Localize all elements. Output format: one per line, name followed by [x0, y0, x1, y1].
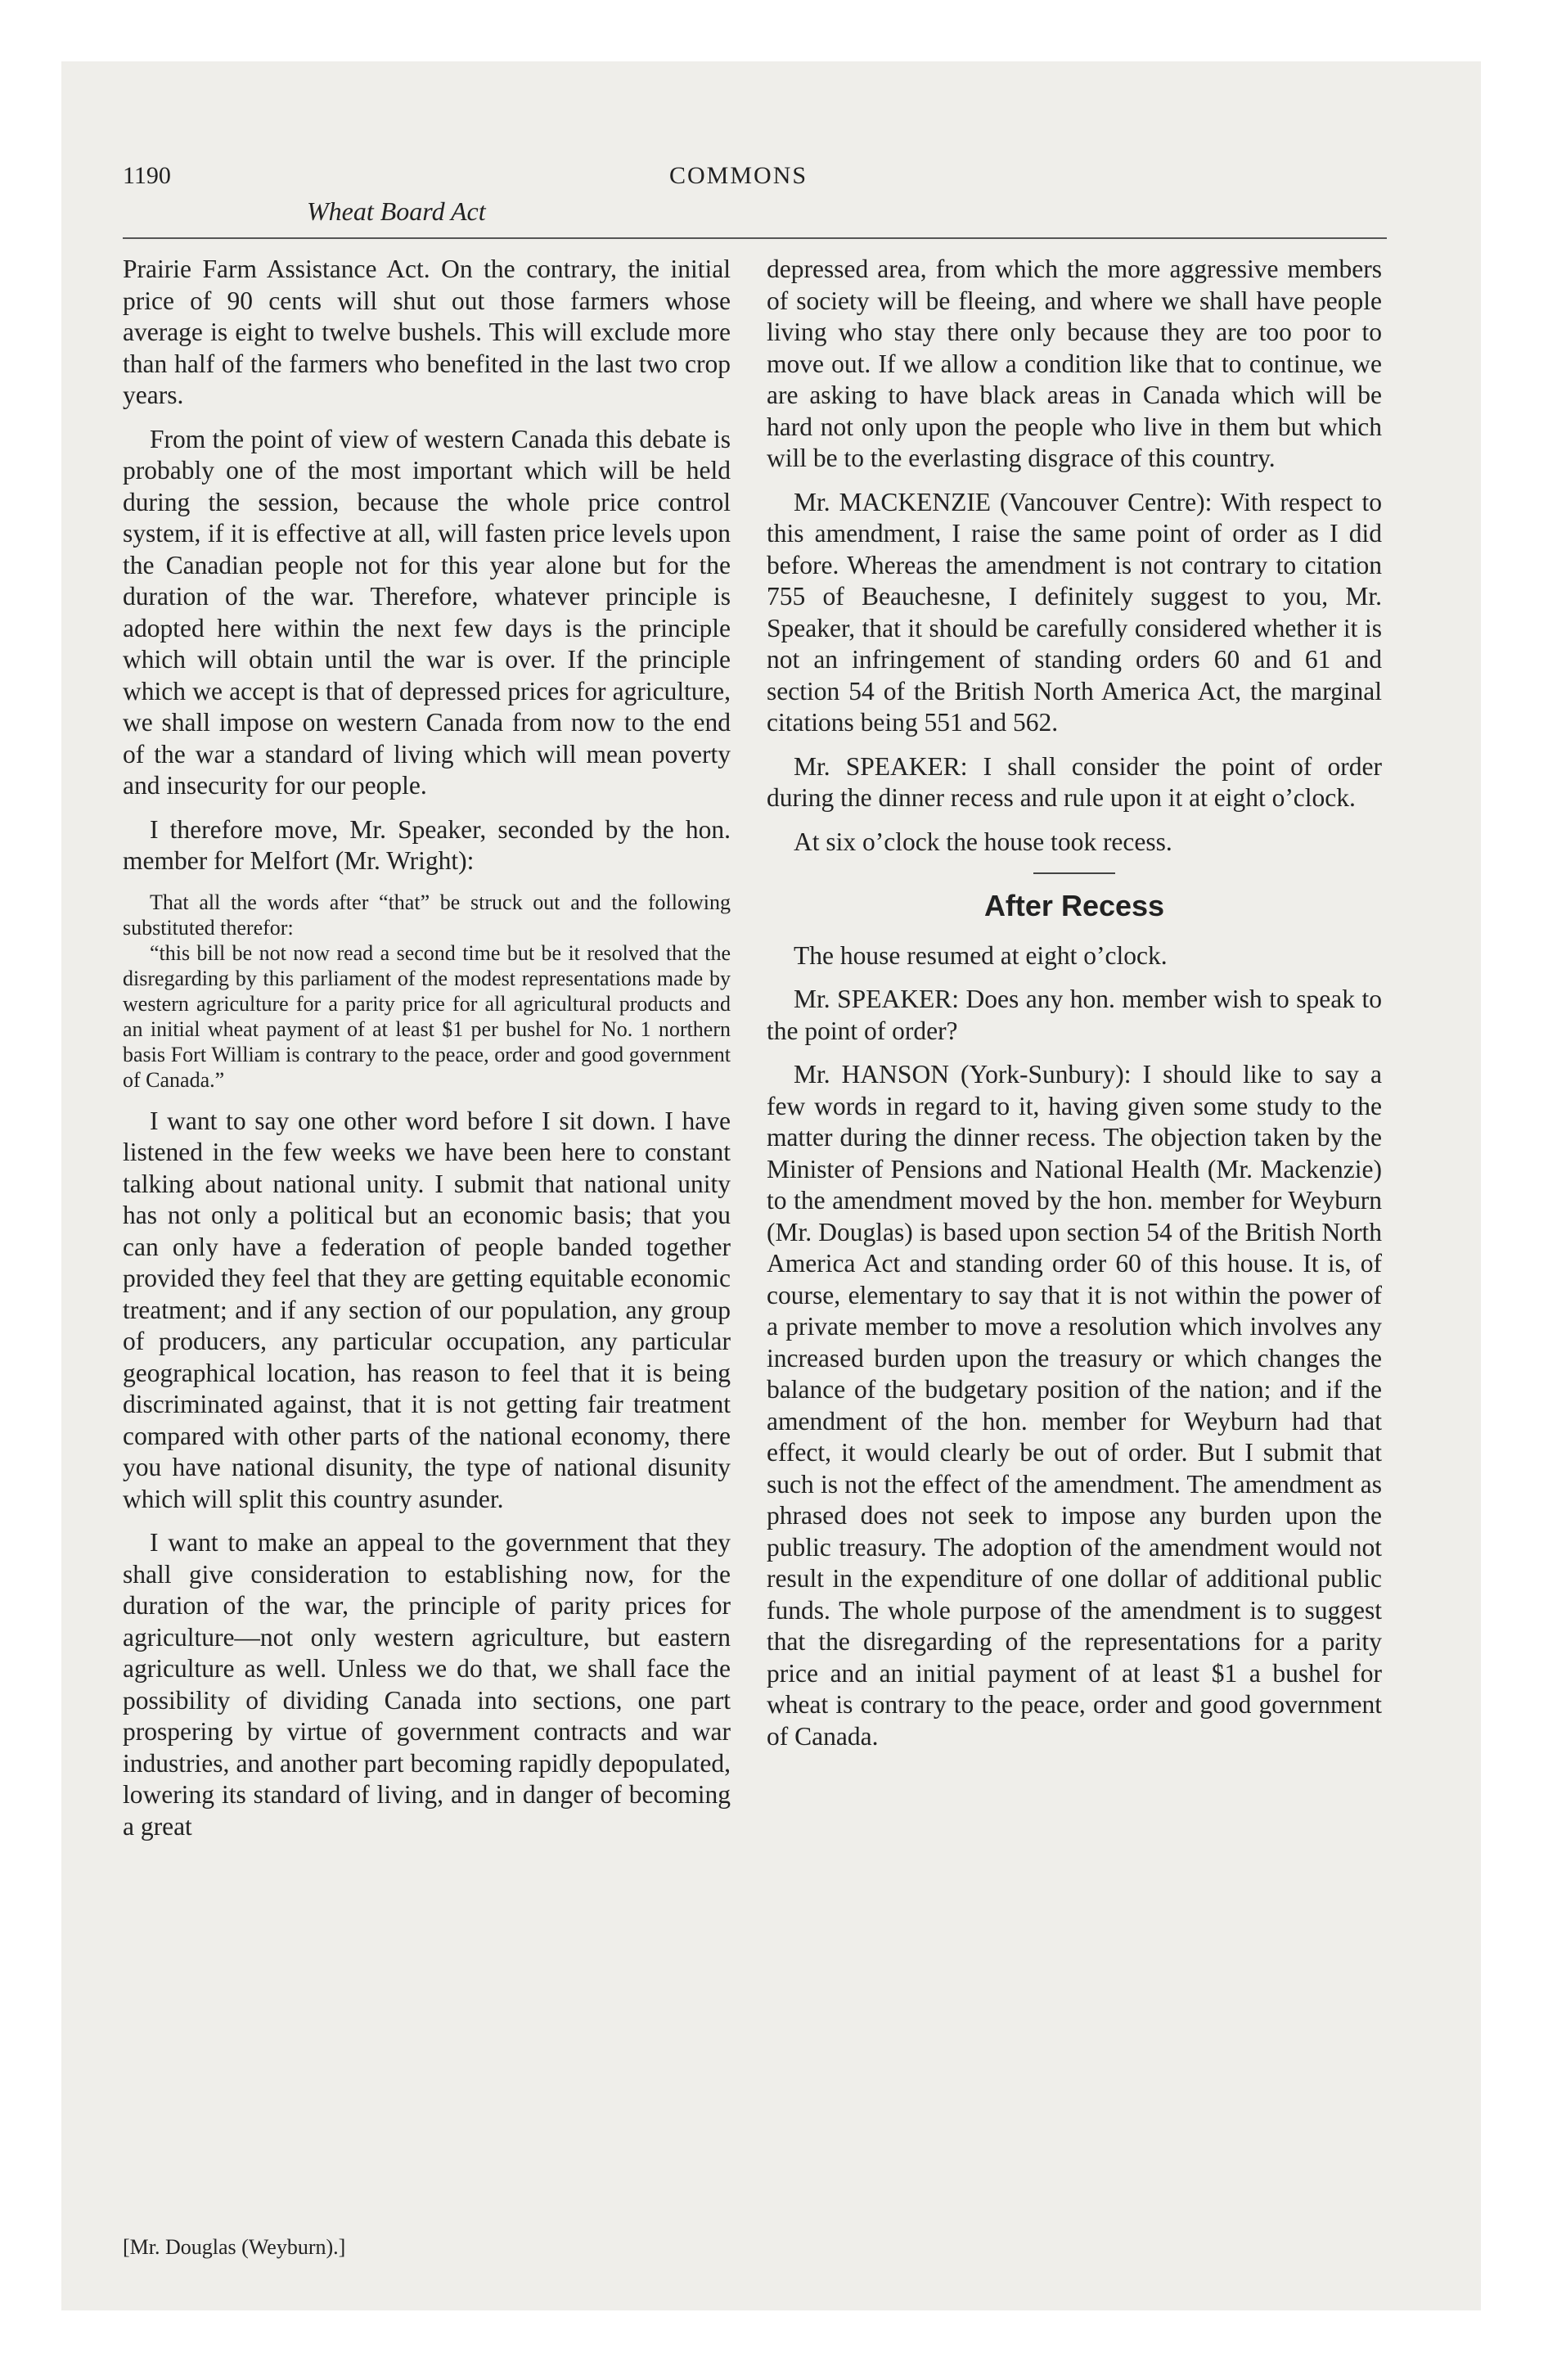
page-number: 1190 [123, 162, 171, 189]
paragraph: Mr. HANSON (York-Sunbury): I should like to say a few words in regard to it, having given some study to the matter during the dinner recess. The objection taken by the Minister of Pensions and National Health (Mr. Mackenzie) to the amendment moved by the hon. member for Weyburn (Mr. Douglas) is based upon section 54 of the British North America Act and standing order 60 of this house. It is, of course, elementary to say that it is not within the power of a private member to move a resolution which involves any increased burden upon the treasury or which changes the balance of the budgetary position of the nation; and if the amendment of the hon. member for Weyburn had that effect, it would clearly be out of order. But I submit that such is not the effect of the amendment. The amendment as phrased does not seek to impose any burden upon the public treasury. The adoption of the amendment would not result in the expenditure of one dollar of additional public funds. The whole purpose of the amendment is to suggest that the disregarding of the representations for a parity price and an initial payment of at least $1 a bushel for wheat is contrary to the peace, order and good government of Canada. [767, 1060, 1382, 1751]
speaker-footer-note: [Mr. Douglas (Weyburn).] [123, 2235, 346, 2259]
paragraph: depressed area, from which the more aggressive members of society will be fleeing, and where we shall have people living who stay there only because they are too poor to move out. If we allow a condition like that to continue, we are asking to have black areas in Canada which will be hard not only upon the people who live in them but which will be to the everlasting disgrace of this country. [767, 255, 1382, 472]
quote-line: “this bill be not now read a second time but be it resolved that the disregarding by this parliament of the modest representations made by western agriculture for a parity price for all agricultural products and an initial wheat payment of at least $1 per bushel for No. 1 northern basis Fort William is contrary to the peace, order and good government of Canada.” [123, 940, 731, 1092]
paragraph: Prairie Farm Assistance Act. On the contrary, the initial price of 90 cents will shut out those farmers whose average is eight to twelve bushels. This will exclude more than half of the farmers who benefited in the last two crop years. [123, 255, 731, 409]
paragraph: Mr. SPEAKER: Does any hon. member wish to speak to the point of order? [767, 985, 1382, 1045]
paragraph: Mr. SPEAKER: I shall consider the point of order during the dinner recess and rule upon it at eight o’clock. [767, 751, 1382, 812]
section-divider [1033, 872, 1115, 874]
right-column [767, 254, 1382, 1765]
header-rule [123, 237, 1387, 239]
amendment-quote [123, 890, 731, 1093]
quote-line: That all the words after “that” be struck out and the following substituted therefor: [123, 890, 731, 940]
running-title: Wheat Board Act [307, 196, 486, 226]
left-column [123, 254, 731, 1855]
paragraph: I want to make an appeal to the government that they shall give consideration to establishing now, for the duration of the war, the principle of parity prices for agriculture—not only western agriculture, but eastern agriculture as well. Unless we do that, we shall face the possibility of dividing Canada into sections, one part prospering by virtue of government contracts and war industries, and another part becoming rapidly depopulated, lowering its standard of living, and in danger of becoming a great [123, 1528, 731, 1841]
paragraph: The house resumed at eight o’clock. [794, 940, 1168, 970]
paragraph: From the point of view of western Canada this debate is probably one of the most important which will be held during the session, because the whole price control system, if it is effective at all, will fasten price levels upon the Canadian people not for this year alone but for the duration of the war. Therefore, whatever principle is adopted here within the next few days is the principle which will obtain until the war is over. If the principle which we accept is that of depressed prices for agriculture, we shall impose on western Canada from now to the end of the war a standard of living which will mean poverty and insecurity for our people. [123, 424, 731, 800]
paragraph: I therefore move, Mr. Speaker, seconded by the hon. member for Melfort (Mr. Wright): [123, 814, 731, 875]
paragraph: I want to say one other word before I sit down. I have listened in the few weeks we have been here to constant talking about national unity. I submit that national unity has not only a political but an economic basis; that you can only have a federation of people banded together provided they feel that they are getting equitable economic treatment; and if any section of our population, any group of producers, any particular occupation, any particular geographical location, has reason to feel that it is being discriminated against, that it is not getting fair treatment compared with other parts of the national economy, there you have national disunity, the type of national disunity which will split this country asunder. [123, 1106, 731, 1513]
paragraph: Mr. MACKENZIE (Vancouver Centre): With respect to this amendment, I raise the same point of order as I did before. Whereas the amendment is not contrary to citation 755 of Beauchesne, I definitely suggest to you, Mr. Speaker, that it should be carefully considered whether it is not an infringement of standing orders 60 and 61 and section 54 of the British North America Act, the marginal citations being 551 and 562. [767, 487, 1382, 737]
after-recess-heading: After Recess [983, 889, 1165, 922]
section-header: COMMONS [669, 162, 808, 189]
paragraph: At six o’clock the house took recess. [794, 827, 1172, 856]
